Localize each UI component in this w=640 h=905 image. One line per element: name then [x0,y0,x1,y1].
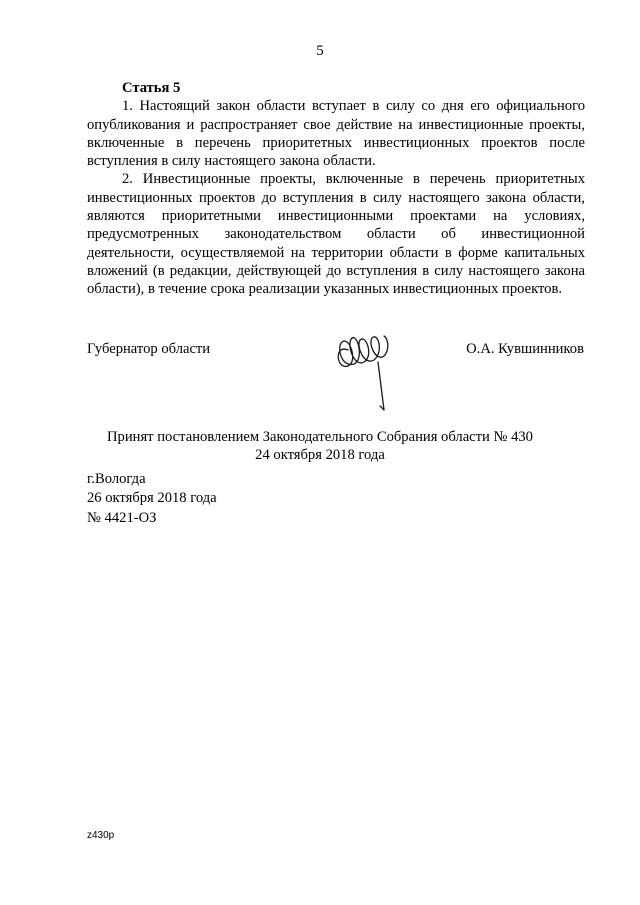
handwritten-signature [328,322,400,414]
paragraph-2: 2. Инвестиционные проекты, включенные в перечень приоритетных инвестиционных проектов до вступления в силу настоящего закона области, являются приоритетными инвестиционными проектами на условиях, предусмотренных законодательством области об инвестиционной деятельности, осуществляемой на территории области в форме капитальных вложений (в редакции, действующей до вступления в силу настоящего закона области), в течение срока реализации указанных инвестиционных проектов. [87,171,585,298]
article-body [87,79,585,299]
page-number: 5 [316,43,324,59]
adoption-date: 24 октября 2018 года [255,447,385,463]
signatory-role: Губернатор области [87,341,211,357]
signatory-name: О.А. Кувшинников [466,341,584,357]
document-date: 26 октября 2018 года [87,490,217,507]
adoption-line-1: Принят постановлением Законодательного Собрания области № 430 [107,429,533,445]
document-city: г.Вологда [87,471,146,487]
footer-code: z430p [87,830,115,841]
document-number: № 4421-ОЗ [87,509,157,526]
adoption-note [0,428,640,464]
document-meta [87,470,217,528]
article-title: Статья 5 [122,80,181,96]
paragraph-1: 1. Настоящий закон области вступает в силу со дня его официального опубликования и распространяет свое действие на инвестиционные проекты, включенные в перечень приоритетных инвестиционных проектов после вступления в силу настоящего закона области. [87,98,585,170]
